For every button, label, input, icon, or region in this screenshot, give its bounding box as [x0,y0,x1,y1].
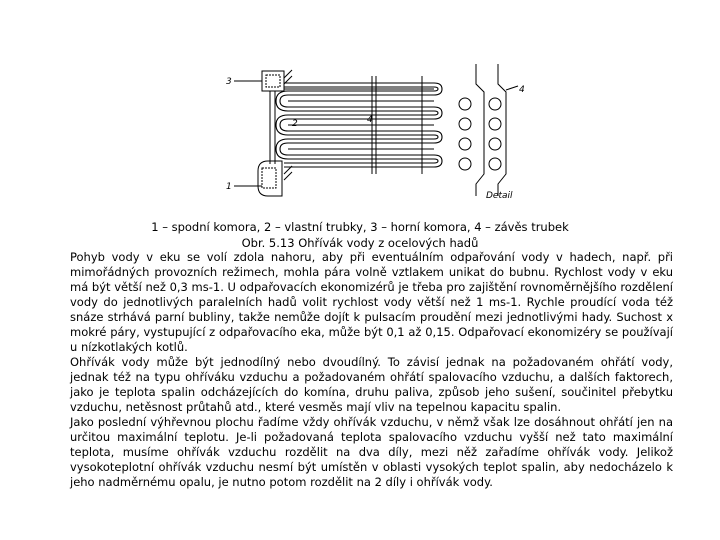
label-4: 4 [367,115,373,125]
label-3: 3 [226,77,232,87]
economizer-figure [222,56,532,206]
paragraph-3: Jako poslední výhřevnou plochu řadíme vždy ohřívák vzduchu, v němž však lze dosáhnout ohřátí jen na určitou maximální teplotu. Je-li požadovaná teplota spalovacího vzduchu vyšší než tato maximální teplota, musíme ohřívák vzduchu rozdělit na dva díly, mezi něž zařadíme ohřívák vody. Jelikož vysokoteplotní ohřívák vzduchu nesmí být umístěn v oblasti vysokých teplot spalin, aby nedocházelo k jeho nadměrnému opalu, je nutno potom rozdělit na 2 díly i ohřívák vody. [70,415,673,489]
label-1: 1 [226,182,232,192]
label-2: 2 [292,119,298,129]
figure-caption: Obr. 5.13 Ohřívák vody z ocelových hadů [241,236,479,250]
paragraph-1: Pohyb vody v eku se volí zdola nahoru, aby při eventuálním odpařování vody v hadech, např. při mimořádných provozních režimech, mohla pára volně vztlakem unikat do bubnu. Rychlost vody v eku má být větší než 0,3 ms-1. U odpařovacích ekonomizérů je třeba pro zajištění rovnoměrnějšího rozdělení vody do jednotlivých paralelních hadů volit rychlost vody větší než 1 ms-1. Rychle proudící voda též snáze strhává parní bubliny, takže nemůže dojít k pulsacím proudění mezi jednotlivými hady. Suchost x mokré páry, vystupující z odpařovacího eka, může být 0,1 až 0,15. Odpařovací ekonomizéry se používají u nízkotlakých kotlů. [70,250,673,354]
label-4-detail: 4 [519,85,525,95]
figure-legend: 1 – spodní komora, 2 – vlastní trubky, 3 – horní komora, 4 – závěs trubek [151,220,569,234]
paragraph-2: Ohřívák vody může být jednodílný nebo dvoudílný. To závisí jednak na požadovaném ohřátí vody, jednak též na typu ohříváku vzduchu a požadovaném ohřátí spalovacího vzduchu, a dalších faktorech, jako je teplota spalin odcházejících do komína, druhu paliva, způsob jeho sušení, součinitel přebytku vzduchu, netěsnost průtahů atd., které vesměs mají vliv na tepelnou kapacitu spalin. [70,355,673,414]
detail-label: Detail [486,191,513,201]
economizer-drawing [222,56,532,206]
body-text [70,250,673,490]
